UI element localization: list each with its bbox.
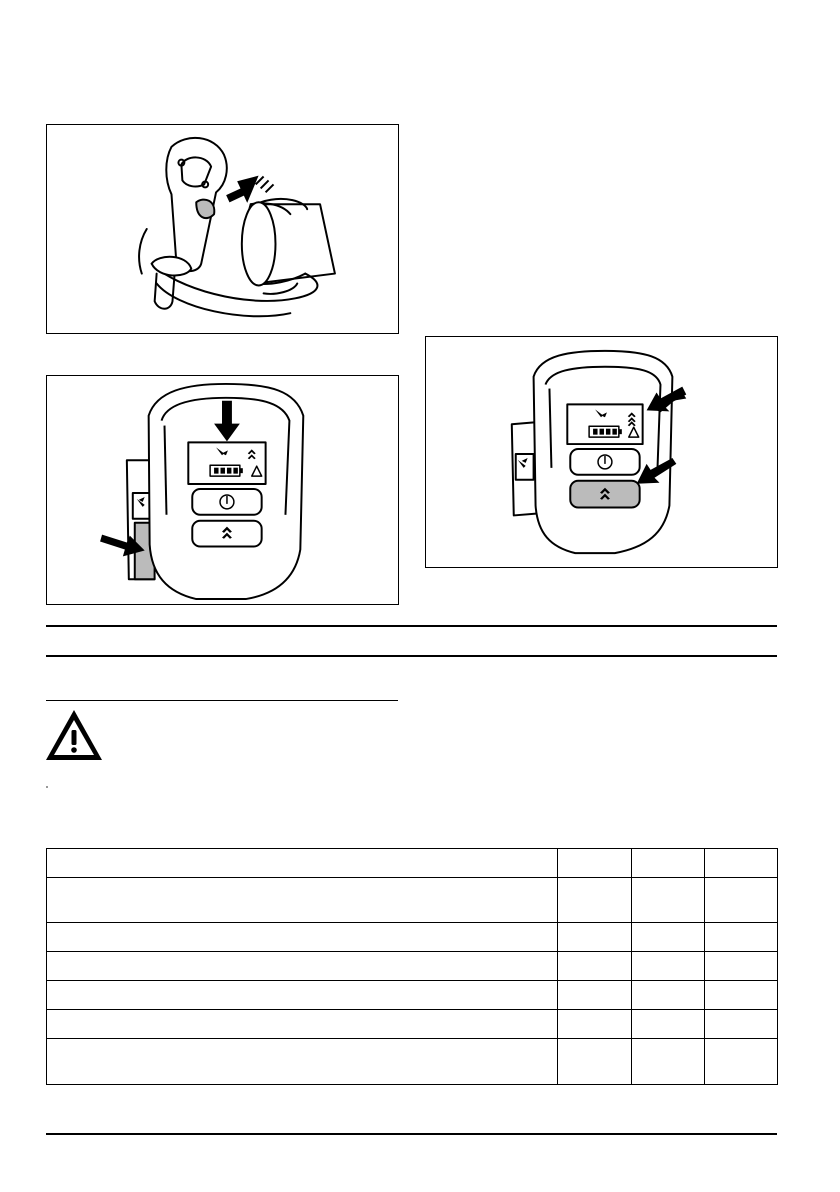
table-cell: [558, 1010, 632, 1039]
table-cell: [705, 923, 778, 952]
table-cell: [558, 1039, 632, 1085]
table-cell: [632, 923, 705, 952]
table-cell: [705, 1039, 778, 1085]
table-cell: [558, 952, 632, 981]
table-cell: [705, 849, 778, 878]
maintenance-table: [46, 848, 778, 1085]
table-row: [47, 1039, 778, 1085]
table-cell: [47, 878, 558, 923]
figure-boost-mode: [425, 336, 778, 568]
footer-rule: [46, 1133, 777, 1135]
table-cell: [47, 1010, 558, 1039]
table-cell: [705, 952, 778, 981]
display-illustration: [47, 376, 398, 604]
table-row: [47, 1010, 778, 1039]
table-cell: [632, 952, 705, 981]
table-row: [47, 952, 778, 981]
margin-mark: [46, 786, 48, 788]
table-cell: [47, 849, 558, 878]
warning-rule: [46, 700, 398, 701]
table-cell: [632, 849, 705, 878]
table-cell: [47, 981, 558, 1010]
warning-triangle-icon: [44, 708, 104, 762]
table-cell: [558, 849, 632, 878]
table-cell: [558, 981, 632, 1010]
table-cell: [632, 981, 705, 1010]
section-rule-top: [46, 625, 777, 627]
table-row: [47, 849, 778, 878]
table-row: [47, 981, 778, 1010]
trigger-press-illustration: [47, 125, 398, 333]
figure-display-press: [46, 375, 399, 605]
table-cell: [47, 952, 558, 981]
section-rule-second: [46, 655, 777, 657]
table-cell: [705, 878, 778, 923]
table-cell: [632, 878, 705, 923]
table-cell: [47, 1039, 558, 1085]
table-cell: [47, 923, 558, 952]
table-cell: [705, 981, 778, 1010]
table-row: [47, 878, 778, 923]
figure-handle-trigger: [46, 124, 399, 334]
table-cell: [632, 1010, 705, 1039]
table-cell: [558, 923, 632, 952]
boost-illustration: [426, 337, 777, 567]
table-cell: [632, 1039, 705, 1085]
table-cell: [705, 1010, 778, 1039]
table-row: [47, 923, 778, 952]
table-cell: [558, 878, 632, 923]
